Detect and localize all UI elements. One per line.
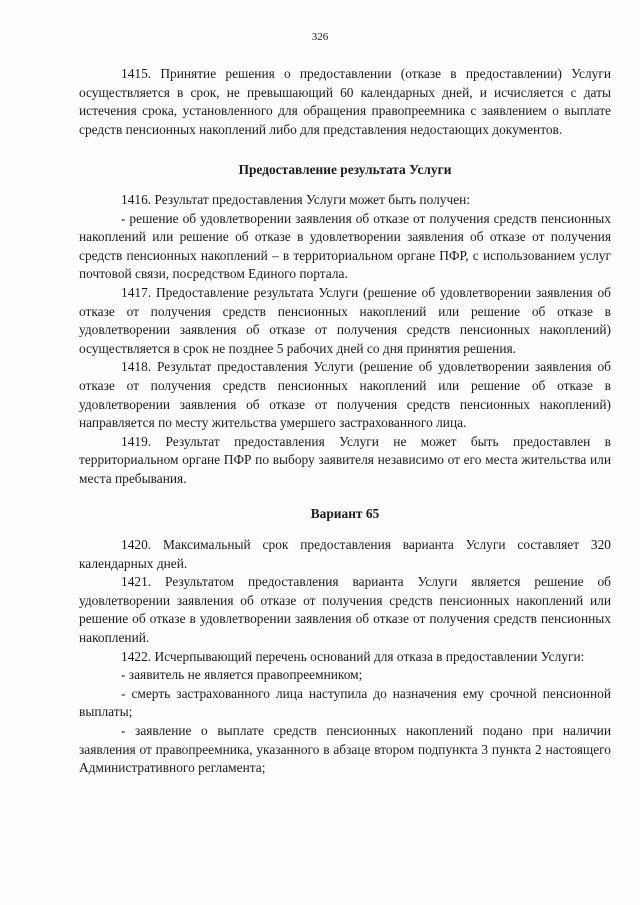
paragraph-1422-item-2: - смерть застрахованного лица наступила до назначения ему срочной пенсионной выплаты; [79, 685, 611, 720]
section-heading-result: Предоставление результата Услуги [238, 162, 452, 178]
paragraph-1418: 1418. Результат предоставления Услуги (решение об удовлетворении заявления об отказе от получения средств пенсионных накоплений или решение об отказе в удовлетворении заявления об отказе от получения средств пенсионных накоплений) направляется по месту жительства умершего застрахованного лица. [79, 359, 611, 431]
paragraph-1421: 1421. Результатом предоставления варианта Услуги является решение об удовлетворении заявления об отказе от получения средств пенсионных накоплений или решение об отказе в удовлетворении заявления об отказе от получения средств пенсионных накоплений. [79, 574, 611, 646]
paragraph-1422-item-1: - заявитель не является правопреемником; [121, 667, 363, 683]
paragraph-1415: 1415. Принятие решения о предоставлении (отказе в предоставлении) Услуги осуществляется в срок, не превышающий 60 календарных дней, и исчисляется с даты истечения срока, установленного для обращения правопреемника с заявлением о выплате средств пенсионных накоплений либо для представления недостающих документов. [79, 66, 611, 137]
document-body [79, 65, 611, 778]
paragraph-1422-item-3: - заявление о выплате средств пенсионных накоплений подано при наличии заявления от правопреемника, указанного в абзаце втором подпункта 3 пункта 2 настоящего Административного регламента; [79, 723, 611, 776]
paragraph-1416-item: - решение об удовлетворении заявления об отказе от получения средств пенсионных накоплений или решение об отказе в удовлетворении заявления об отказе от получения средств пенсионных накоплений – в территориальном органе ПФР, с использованием услуг почтовой связи, посредством Единого портала. [79, 210, 611, 282]
paragraph-1419: 1419. Результат предоставления Услуги не может быть предоставлен в территориальном органе ПФР по выбору заявителя независимо от его места жительства или места пребывания. [79, 433, 611, 486]
paragraph-1417: 1417. Предоставление результата Услуги (решение об удовлетворении заявления об отказе от получения средств пенсионных накоплений или решение об отказе в удовлетворении заявления об отказе от получения средств пенсионных накоплений) осуществляется в срок не позднее 5 рабочих дней со дня принятия решения. [79, 284, 611, 356]
paragraph-1416: 1416. Результат предоставления Услуги может быть получен: [121, 191, 471, 207]
section-heading-variant: Вариант 65 [310, 506, 380, 522]
paragraph-1422: 1422. Исчерпывающий перечень оснований для отказа в предоставлении Услуги: [121, 648, 585, 664]
paragraph-1420: 1420. Максимальный срок предоставления варианта Услуги составляет 320 календарных дней. [79, 537, 611, 571]
page-number: 326 [311, 31, 329, 43]
